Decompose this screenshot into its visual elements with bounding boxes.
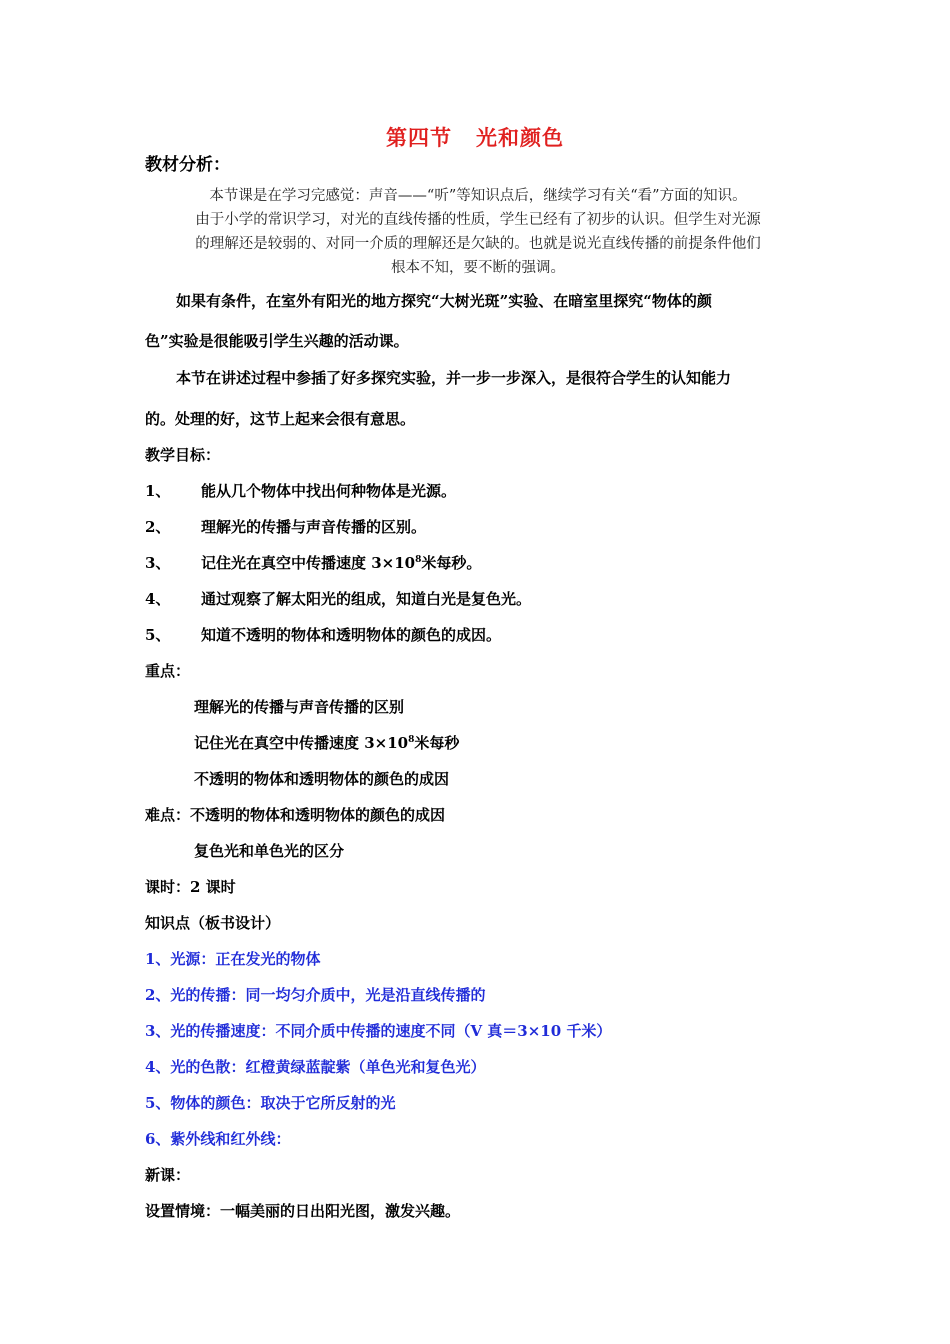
knowledge-item: 2、光的传播：同一均匀介质中，光是沿直线传播的	[145, 986, 486, 1004]
intro-line: 由于小学的常识学习，对光的直线传播的性质，学生已经有了初步的认识。但学生对光源	[195, 212, 761, 228]
goal-item	[145, 624, 501, 645]
goal-text: 知道不透明的物体和透明物体的颜色的成因。	[201, 626, 502, 644]
knowledge-item: 6、紫外线和红外线：	[145, 1130, 291, 1148]
intro-line: 的理解还是较弱的、对同一介质的理解还是欠缺的。也就是说光直线传播的前提条件他们	[195, 236, 761, 252]
goal-item	[145, 516, 426, 537]
knowledge-item: 3、光的传播速度：不同介质中传播的速度不同（V 真＝3×10 千米）	[145, 1022, 612, 1040]
new-lesson-heading: 新课：	[145, 1166, 191, 1184]
title-section: 第四节	[386, 125, 452, 150]
goal-exponent: 8	[415, 555, 422, 565]
goal-text: 理解光的传播与声音传播的区别。	[201, 518, 427, 536]
difficult-point: 复色光和单色光的区分	[194, 842, 345, 860]
scenario-text: 设置情境：一幅美丽的日出阳光图，激发兴趣。	[145, 1202, 461, 1220]
paragraph-1-line-2: 色”实验是很能吸引学生兴趣的活动课。	[145, 332, 409, 350]
knowledge-item: 4、光的色散：红橙黄绿蓝靛紫（单色光和复色光）	[145, 1058, 486, 1076]
class-hours: 课时：2 课时	[145, 878, 236, 896]
goal-text: 通过观察了解太阳光的组成，知道白光是复色光。	[201, 590, 532, 608]
key-point: 不透明的物体和透明物体的颜色的成因	[194, 770, 450, 788]
key-point: 理解光的传播与声音传播的区别	[194, 698, 405, 716]
difficult-point: 不透明的物体和透明物体的颜色的成因	[190, 806, 446, 824]
goal-item	[145, 588, 531, 609]
knowledge-item: 1、光源：正在发光的物体	[145, 950, 321, 968]
intro-line: 根本不知，要不断的强调。	[391, 260, 565, 276]
goal-text-end: 米每秒。	[421, 554, 482, 572]
intro-line: 本节课是在学习完感觉：声音——“听”等知识点后，继续学习有关“看”方面的知识。	[209, 188, 747, 204]
goal-text: 记住光在真空中传播速度 3×10	[201, 554, 416, 572]
knowledge-item: 5、物体的颜色：取决于它所反射的光	[145, 1094, 396, 1112]
title-topic: 光和颜色	[476, 125, 564, 150]
key-point-text: 记住光在真空中传播速度 3×10	[194, 734, 409, 752]
paragraph-2-line-1: 本节在讲述过程中参插了好多探究实验，并一步一步深入，是很符合学生的认知能力	[176, 369, 732, 387]
goal-item	[145, 480, 456, 501]
difficult-points	[145, 804, 445, 825]
goal-number: 3、	[145, 554, 171, 572]
paragraph-2-line-2: 的。处理的好，这节上起来会很有意思。	[145, 410, 416, 428]
document-title	[0, 122, 950, 152]
intro-paragraph	[148, 184, 808, 280]
goals-heading: 教学目标：	[145, 446, 221, 464]
analysis-heading: 教材分析：	[145, 155, 230, 175]
paragraph-1-line-1: 如果有条件，在室外有阳光的地方探究“大树光斑”实验、在暗室里探究“物体的颜	[176, 292, 712, 310]
goal-number: 4、	[145, 590, 171, 608]
goal-number: 5、	[145, 626, 171, 644]
key-point-text-end: 米每秒	[414, 734, 460, 752]
key-point	[194, 732, 459, 753]
goal-number: 2、	[145, 518, 171, 536]
difficult-label: 难点：	[145, 806, 191, 824]
goal-item	[145, 552, 481, 573]
goal-text: 能从几个物体中找出何种物体是光源。	[201, 482, 457, 500]
key-points-heading: 重点：	[145, 662, 191, 680]
key-point-exponent: 8	[408, 735, 415, 745]
goal-number: 1、	[145, 482, 171, 500]
knowledge-heading: 知识点（板书设计）	[145, 914, 281, 932]
